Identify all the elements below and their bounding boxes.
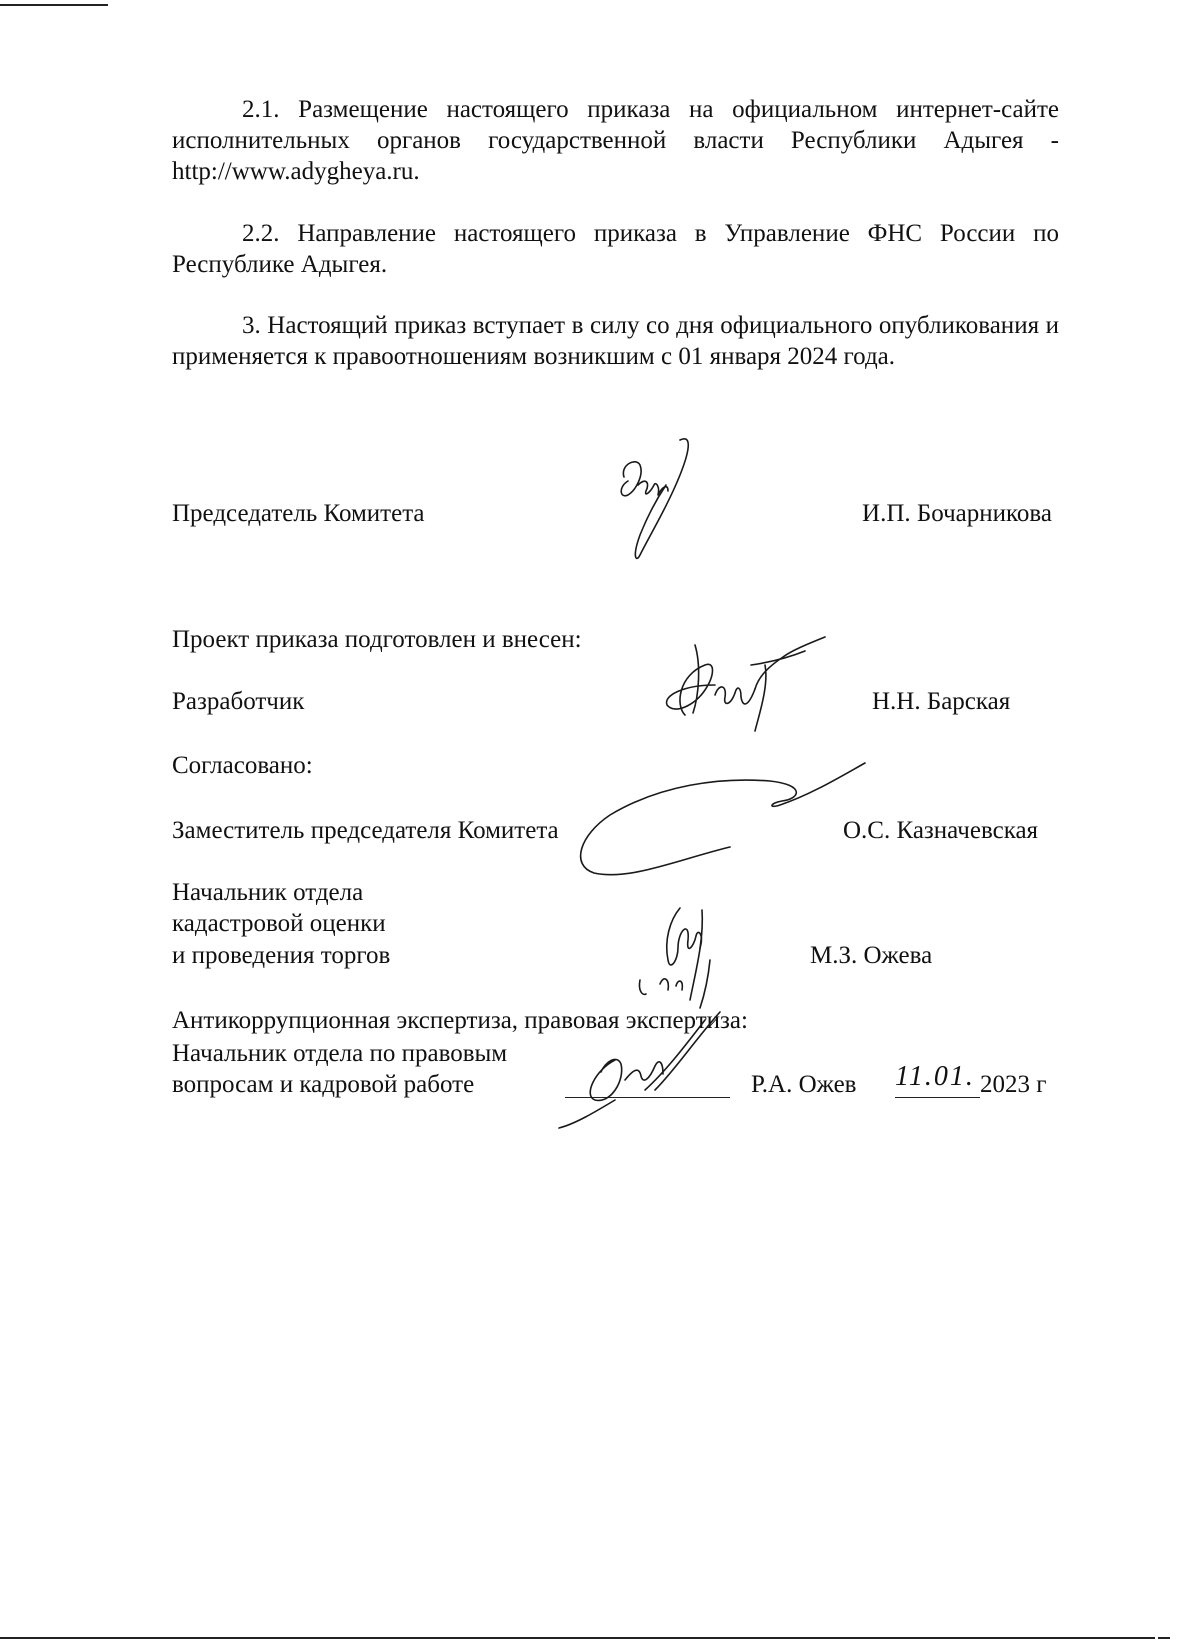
legal-position-line-2: вопросам и кадровой работе	[172, 1071, 475, 1098]
agreed-heading: Согласовано:	[172, 752, 313, 779]
developer-signature	[655, 635, 835, 735]
cadastral-signature	[630, 900, 740, 1010]
chairman-position: Председатель Комитета	[172, 500, 425, 527]
legal-position-line-1: Начальник отдела по правовым	[172, 1040, 508, 1067]
chairman-name: И.П. Бочарникова	[862, 500, 1052, 527]
legal-date-line	[895, 1097, 980, 1098]
legal-signature-line	[565, 1097, 730, 1098]
legal-date-year: 2023 г	[980, 1071, 1047, 1098]
cadastral-position-line-2: кадастровой оценки	[172, 910, 386, 937]
deputy-signature	[570, 755, 870, 885]
paragraph-3: 3. Настоящий приказ вступает в силу со дня официального опубликования и применяется к правоотношениям возникшим с 01 января 2024 года.	[172, 312, 1059, 370]
paragraph-2-2: 2.2. Направление настоящего приказа в Управление ФНС России по Республике Адыгея.	[172, 220, 1059, 278]
bottom-rule-tail	[1158, 1637, 1170, 1639]
chairman-signature	[610, 435, 740, 565]
deputy-name: О.С. Казначевская	[843, 817, 1039, 844]
expertise-heading: Антикоррупционная экспертиза, правовая экспертиза:	[172, 1007, 748, 1034]
developer-position: Разработчик	[172, 688, 305, 715]
cadastral-name: М.З. Ожева	[810, 942, 933, 969]
cadastral-position-line-3: и проведения торгов	[172, 942, 391, 969]
legal-date-handwritten: 11.01.	[895, 1061, 975, 1092]
developer-name: Н.Н. Барская	[872, 688, 1011, 715]
prepared-heading: Проект приказа подготовлен и внесен:	[172, 626, 582, 653]
top-rule	[0, 4, 108, 6]
legal-name: Р.А. Ожев	[751, 1071, 857, 1098]
cadastral-position-line-1: Начальник отдела	[172, 879, 364, 906]
paragraph-2-1: 2.1. Размещение настоящего приказа на официальном интернет-сайте исполнительных органов государственной власти Республики Адыгея - http://www.adygheya.ru.	[172, 96, 1059, 185]
bottom-rule	[0, 1637, 1155, 1639]
deputy-position: Заместитель председателя Комитета	[172, 817, 559, 844]
